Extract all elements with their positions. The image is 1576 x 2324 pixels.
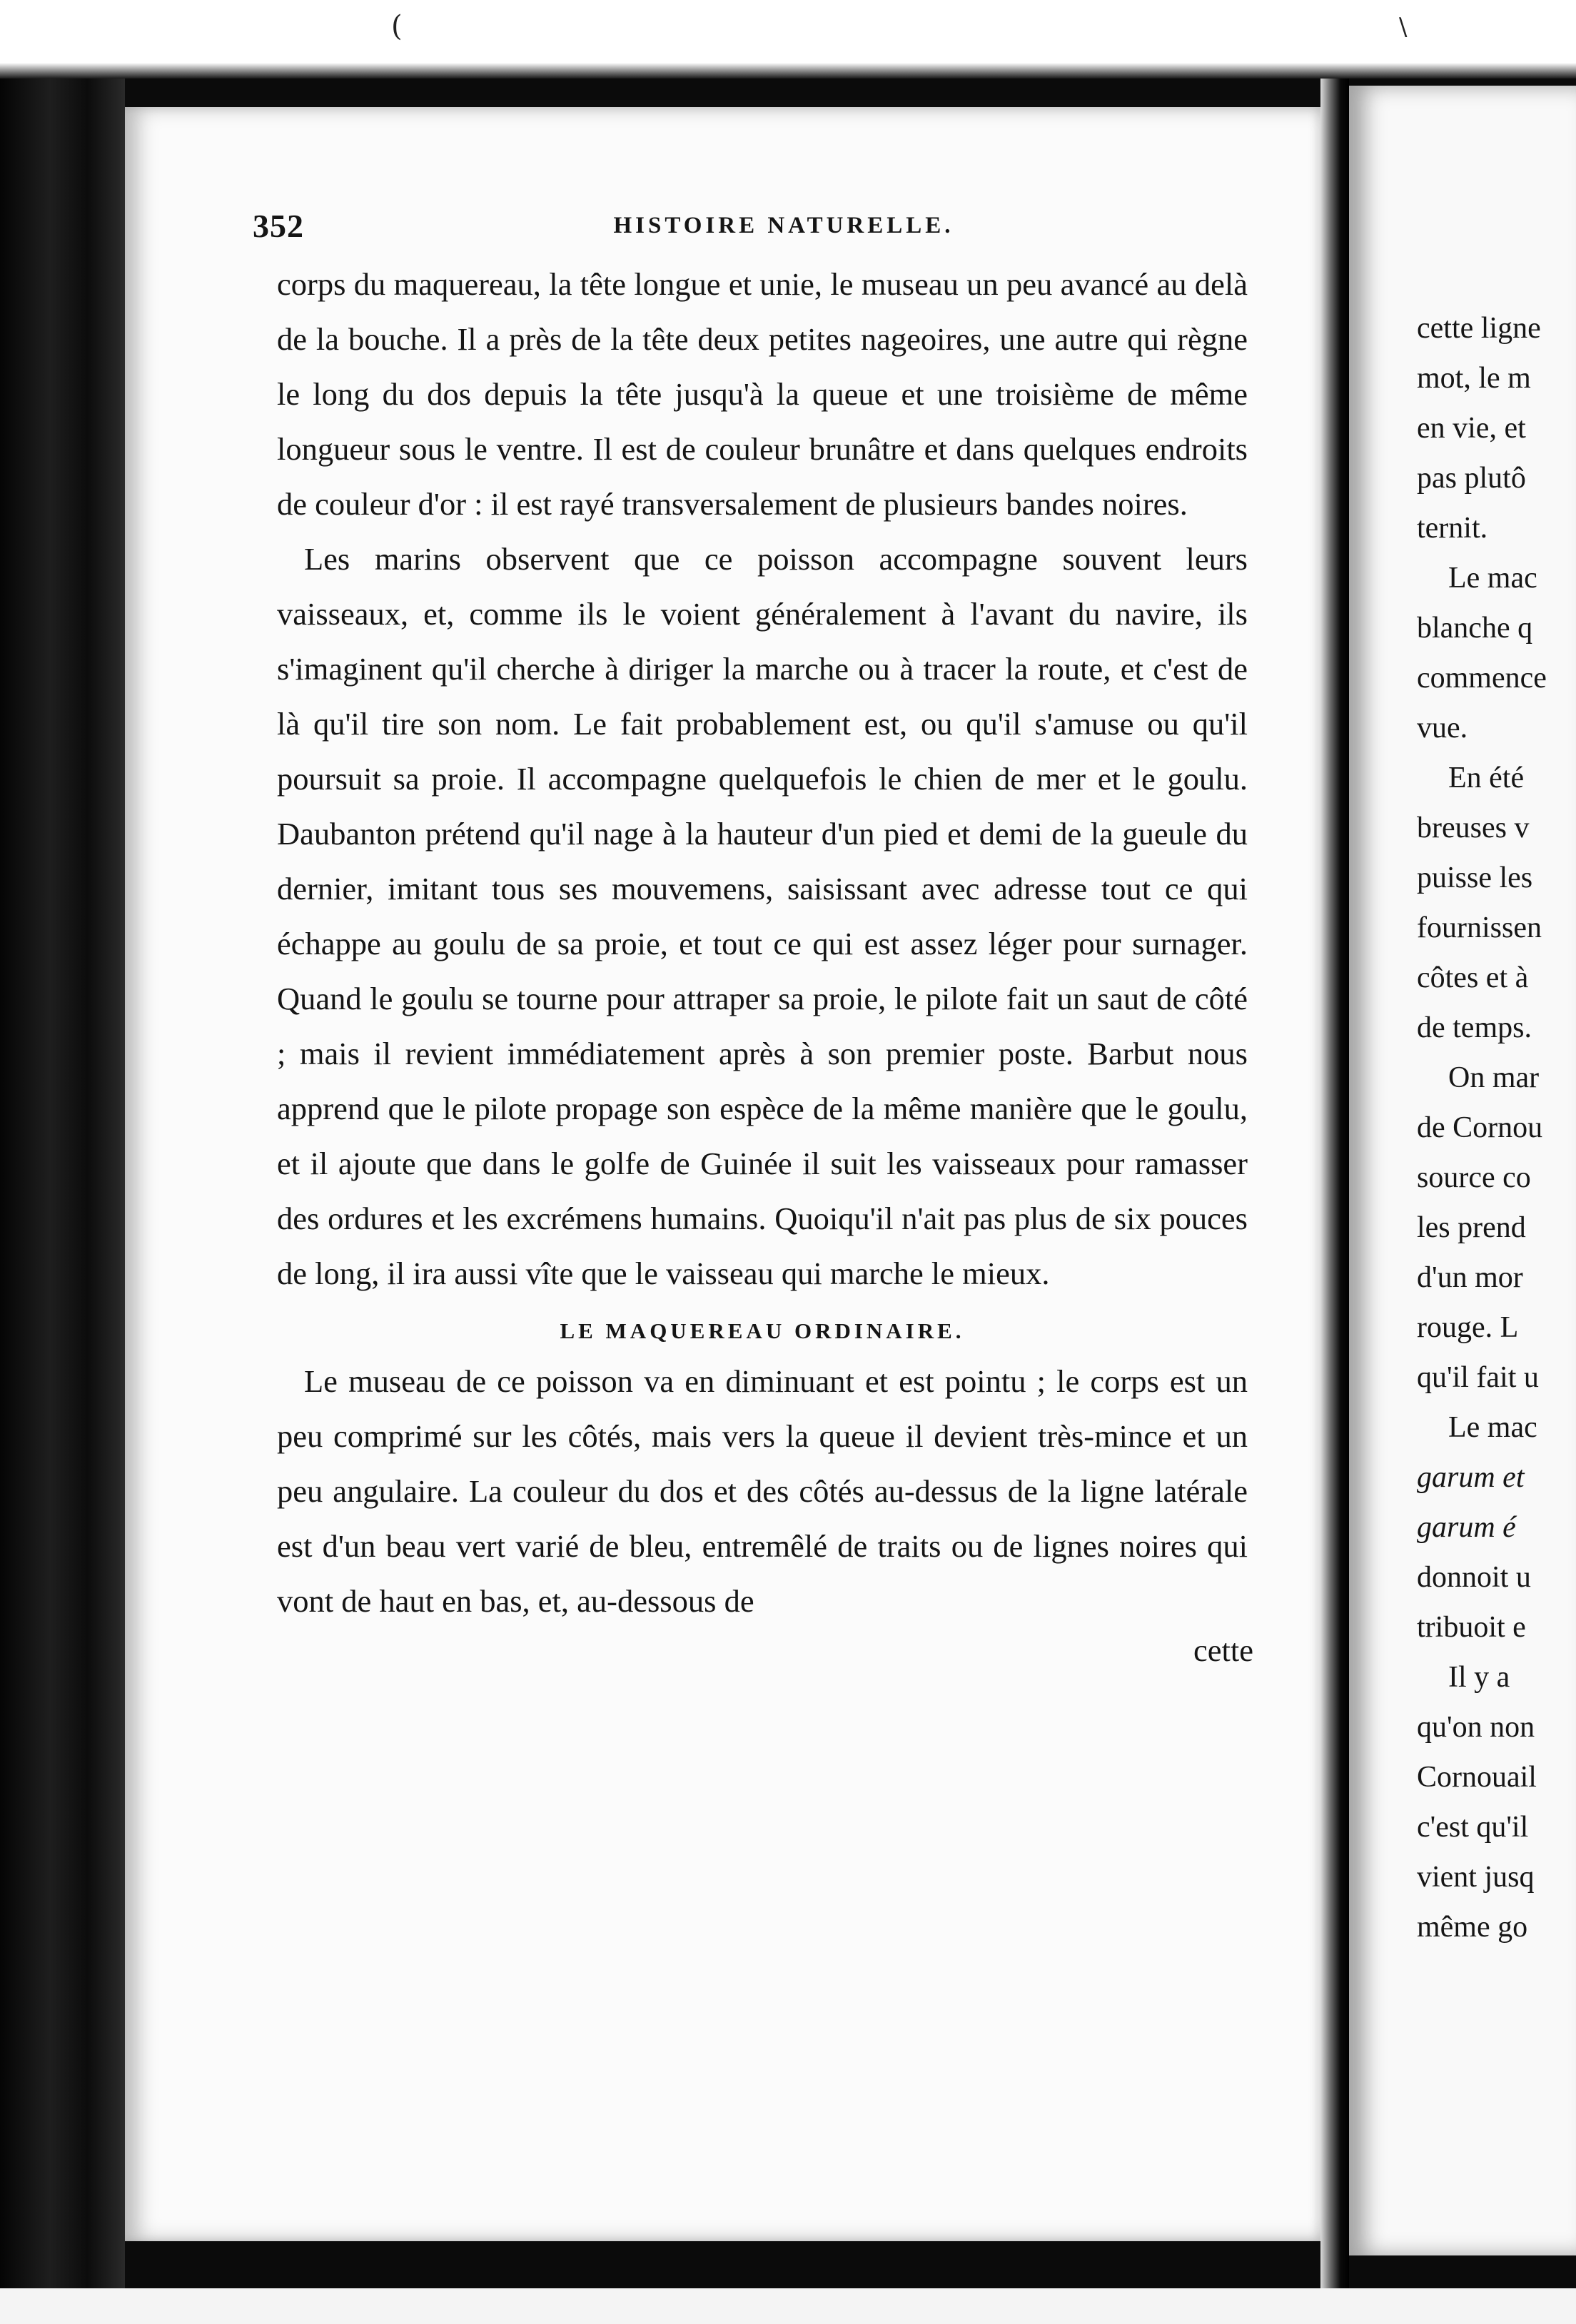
right-page-line: cette ligne xyxy=(1417,312,1541,345)
right-page-line: de Cornou xyxy=(1417,1111,1543,1144)
right-page-line: tribuoit e xyxy=(1417,1611,1526,1644)
scan-speck-mark: ( xyxy=(391,10,403,43)
right-page-line: pas plutô xyxy=(1417,462,1526,495)
right-page-line: mot, le m xyxy=(1417,362,1531,395)
right-page-line: Cornouail xyxy=(1417,1761,1537,1794)
right-page-line: On mar xyxy=(1448,1061,1540,1094)
right-page-line: rouge. L xyxy=(1417,1311,1519,1344)
right-page-line: en vie, et xyxy=(1417,412,1526,445)
body-text xyxy=(277,257,1253,1672)
right-page-line: même go xyxy=(1417,1911,1528,1944)
right-page-line: blanche q xyxy=(1417,612,1533,645)
right-page-line: puisse les xyxy=(1417,862,1533,894)
right-page-line: fournissen xyxy=(1417,911,1542,944)
right-page-line: d'un mor xyxy=(1417,1261,1523,1294)
scan-top-margin xyxy=(0,0,1576,79)
right-page-line: source co xyxy=(1417,1161,1531,1194)
right-page-line: vient jusq xyxy=(1417,1861,1535,1894)
right-page-line: donnoit u xyxy=(1417,1561,1531,1594)
right-page-line: Le mac xyxy=(1448,1411,1537,1444)
right-page-line: ternit. xyxy=(1417,512,1488,545)
running-head xyxy=(253,207,1248,257)
paragraph-pilot-fish: Les marins observent que ce poisson accompagne souvent leurs vaisseaux, et, comme ils le voient généralement à l'avant du navire, ils s'imaginent qu'il cherche à diriger la marche ou à tracer la route, et c'est de là qu'il tire son nom. Le fait probablement est, ou qu'il s'amuse ou qu'il poursuit sa proie. Il accompagne quelquefois le chien de mer et le goulu. Daubanton prétend qu'il nage à la hauteur d'un pied et demi de la gueule du dernier, imitant tous ses mouvemens, saisissant avec adresse tout ce qui échappe au goulu de sa proie, et tout ce qui est assez léger pour surnager. Quand le goulu se tourne pour attraper sa proie, le pilote fait un saut de côté ; mais il revient immédiatement après à son premier poste. Barbut nous apprend que le pilote propage son espèce de la même manière que le goulu, et il ajoute que dans le golfe de Guinée il suit les vaisseaux pour ramasser des ordures et les excrémens humains. Quoiqu'il n'ait pas plus de six pouces de long, il ira aussi vîte que le vaisseau qui marche le mieux. xyxy=(277,541,1248,1291)
paragraph-maquereau: Le museau de ce poisson va en diminuant et est pointu ; le corps est un peu comprimé sur les côtés, mais vers la queue il devient très-mince et un peu angulaire. La couleur du dos et des côtés au-dessus de la ligne latérale est d'un beau vert varié de bleu, entremêlé de traits ou de lignes noires qui vont de haut en bas, et, au-dessous de xyxy=(277,1363,1248,1619)
right-page-line: qu'on non xyxy=(1417,1711,1535,1744)
right-page-line: c'est qu'il xyxy=(1417,1811,1529,1844)
right-page-line: côtes et à xyxy=(1417,961,1529,994)
paragraph-continuation: corps du maquereau, la tête longue et unie, le museau un peu avancé au delà de la bouche. Il a près de la tête deux petites nageoires, une autre qui règne le long du dos depuis la tête jusqu'à la queue et une troisième de même longueur sous le ventre. Il est de couleur brunâtre et dans quelques endroits de couleur d'or : il est rayé transversalement de plusieurs bandes noires. xyxy=(277,266,1248,522)
right-page-line: qu'il fait u xyxy=(1417,1361,1539,1394)
right-page-line: Le mac xyxy=(1448,562,1537,595)
right-page-line: commence xyxy=(1417,662,1547,694)
page-header-title: HISTOIRE NATURELLE. xyxy=(613,213,954,238)
catchword: cette xyxy=(1193,1632,1253,1668)
page-number: 352 xyxy=(253,208,304,244)
right-page-line: En été xyxy=(1448,762,1525,794)
book-gutter xyxy=(1320,79,1349,2288)
right-page-line: breuses v xyxy=(1417,812,1530,844)
scan-bottom-margin xyxy=(0,2288,1576,2324)
section-heading: LE MAQUEREAU ORDINAIRE. xyxy=(560,1318,965,1343)
right-page-line: garum et xyxy=(1417,1461,1525,1494)
right-page-line: vue. xyxy=(1417,712,1468,744)
right-page-line: de temps. xyxy=(1417,1011,1532,1044)
right-page-line: garum é xyxy=(1417,1511,1516,1544)
scan-speck-mark: \ xyxy=(1399,13,1408,41)
right-page-text-column xyxy=(1417,303,1576,1952)
right-page-line: les prend xyxy=(1417,1211,1526,1244)
book-cover-edge xyxy=(0,79,125,2288)
right-page-line: Il y a xyxy=(1448,1661,1510,1694)
left-page-content xyxy=(253,207,1253,1672)
